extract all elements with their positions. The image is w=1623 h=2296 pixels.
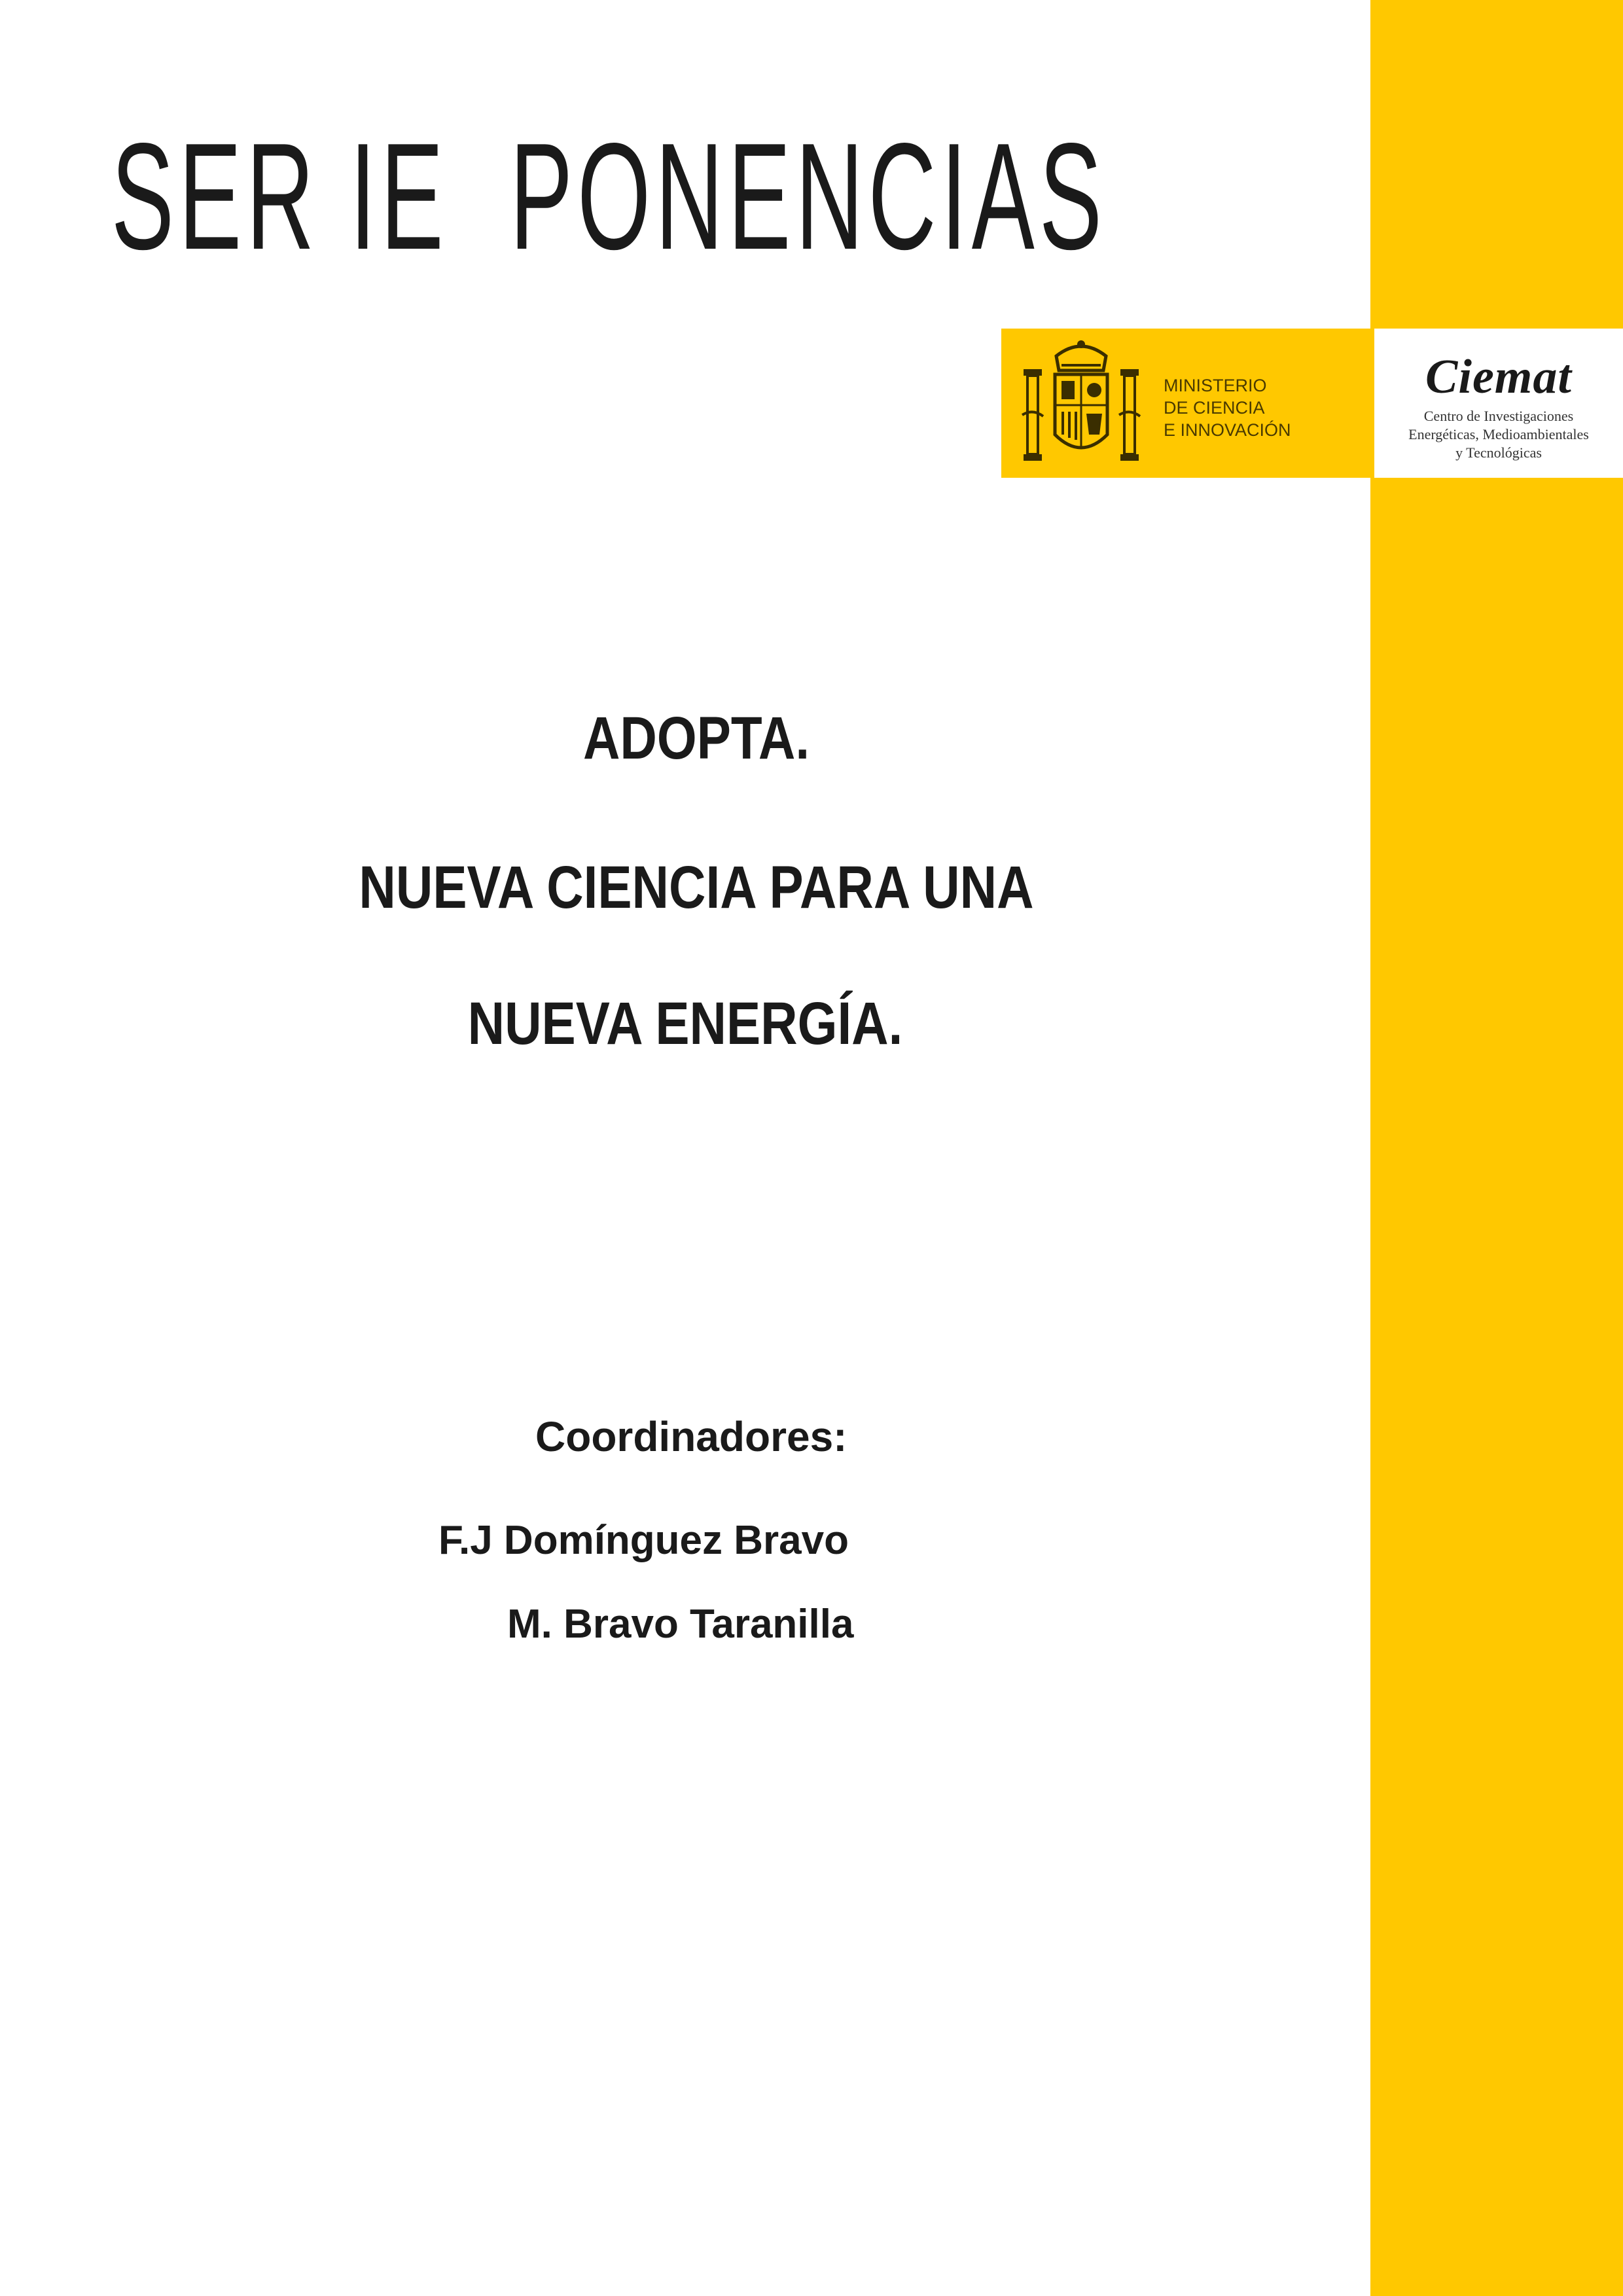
coordinator-name: M. Bravo Taranilla xyxy=(507,1602,854,1647)
ministry-name xyxy=(1164,374,1291,441)
ministry-line-2: DE CIENCIA xyxy=(1164,398,1265,418)
title-line-1: ADOPTA. xyxy=(582,705,810,772)
ciemat-tagline-line-2: Energéticas, Medioambientales xyxy=(1408,426,1589,442)
series-title: SER IE PONENCIAS xyxy=(111,112,1107,281)
ciemat-logo-block xyxy=(1374,329,1623,478)
ministry-line-3: E INNOVACIÓN xyxy=(1164,420,1291,440)
ciemat-tagline xyxy=(1374,407,1623,462)
ministry-logo xyxy=(1001,329,1370,478)
coordinators-label: Coordinadores: xyxy=(535,1413,847,1460)
ministry-line-1: MINISTERIO xyxy=(1164,376,1267,395)
coordinator-name: F.J Domínguez Bravo xyxy=(438,1518,849,1563)
title-line-2: NUEVA CIENCIA PARA UNA xyxy=(359,854,1034,921)
title-line-3: NUEVA ENERGÍA. xyxy=(467,990,903,1057)
ciemat-logo: Ciemat xyxy=(1425,350,1572,404)
ciemat-tagline-line-3: y Tecnológicas xyxy=(1455,444,1542,461)
coat-of-arms-icon xyxy=(1016,336,1147,474)
ciemat-tagline-line-1: Centro de Investigaciones xyxy=(1423,408,1574,424)
